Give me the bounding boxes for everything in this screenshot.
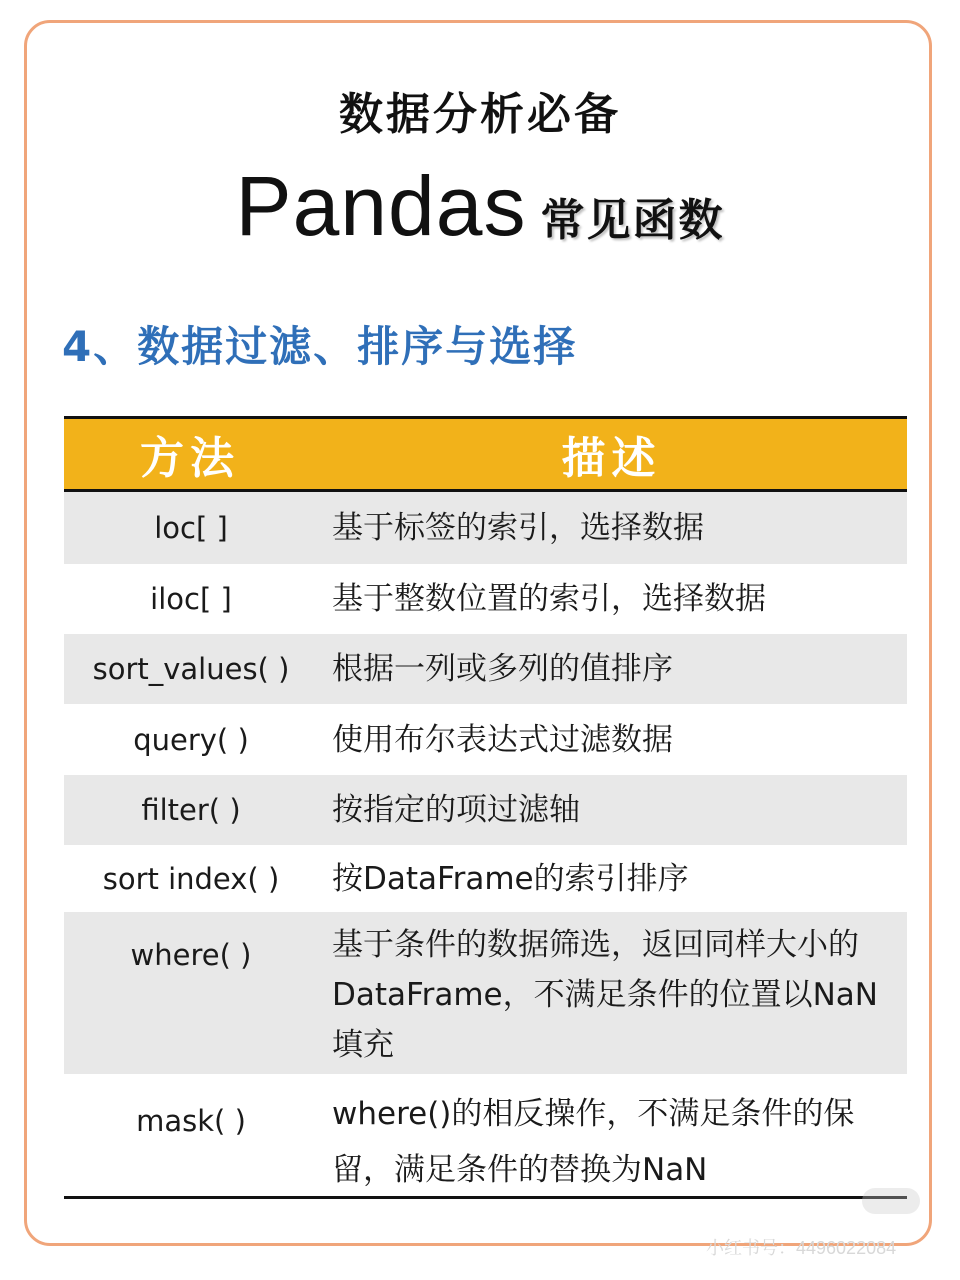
table-row <box>64 845 907 912</box>
table-row <box>64 1074 907 1202</box>
table-row <box>64 912 907 1074</box>
table-row <box>64 775 907 845</box>
description-cell: 按DataFrame的索引排序 <box>332 860 689 897</box>
method-cell: mask( ) <box>136 1104 246 1138</box>
watermark: 小红书号：4496022084 <box>706 1238 897 1258</box>
table-row <box>64 564 907 634</box>
watermark-badge-icon <box>862 1188 920 1214</box>
table-bottom-rule <box>64 1196 907 1199</box>
header-description: 描述 <box>561 433 662 484</box>
description-cell: 基于标签的索引，选择数据 <box>332 510 704 546</box>
functions-table <box>64 416 907 1202</box>
method-cell: query( ) <box>133 722 249 757</box>
main-title <box>0 158 960 255</box>
description-cell: 根据一列或多列的值排序 <box>332 651 673 687</box>
description-cell: 使用布尔表达式过滤数据 <box>332 721 673 758</box>
method-cell: loc[ ] <box>154 511 228 545</box>
table-row <box>64 634 907 704</box>
main-title-pandas: Pandas <box>235 159 527 253</box>
description-cell: where()的相反操作，不满足条件的保留，满足条件的替换为NaN <box>332 1096 855 1188</box>
header-method: 方法 <box>140 433 240 484</box>
top-title: 数据分析必备 <box>339 89 621 140</box>
table-row <box>64 704 907 775</box>
table-row <box>64 492 907 564</box>
method-cell: iloc[ ] <box>150 582 232 616</box>
method-cell: sort_values( ) <box>92 652 290 686</box>
method-cell: where( ) <box>130 938 252 972</box>
main-title-subtitle: 常见函数 <box>540 195 725 246</box>
method-cell: sort index( ) <box>102 861 280 896</box>
description-cell: 基于整数位置的索引，选择数据 <box>332 581 766 617</box>
table-header <box>64 416 907 492</box>
description-cell: 基于条件的数据筛选，返回同样大小的DataFrame，不满足条件的位置以NaN填充 <box>332 927 878 1063</box>
section-title: 4、数据过滤、排序与选择 <box>62 322 578 371</box>
description-cell: 按指定的项过滤轴 <box>332 792 580 828</box>
method-cell: filter( ) <box>141 793 241 827</box>
